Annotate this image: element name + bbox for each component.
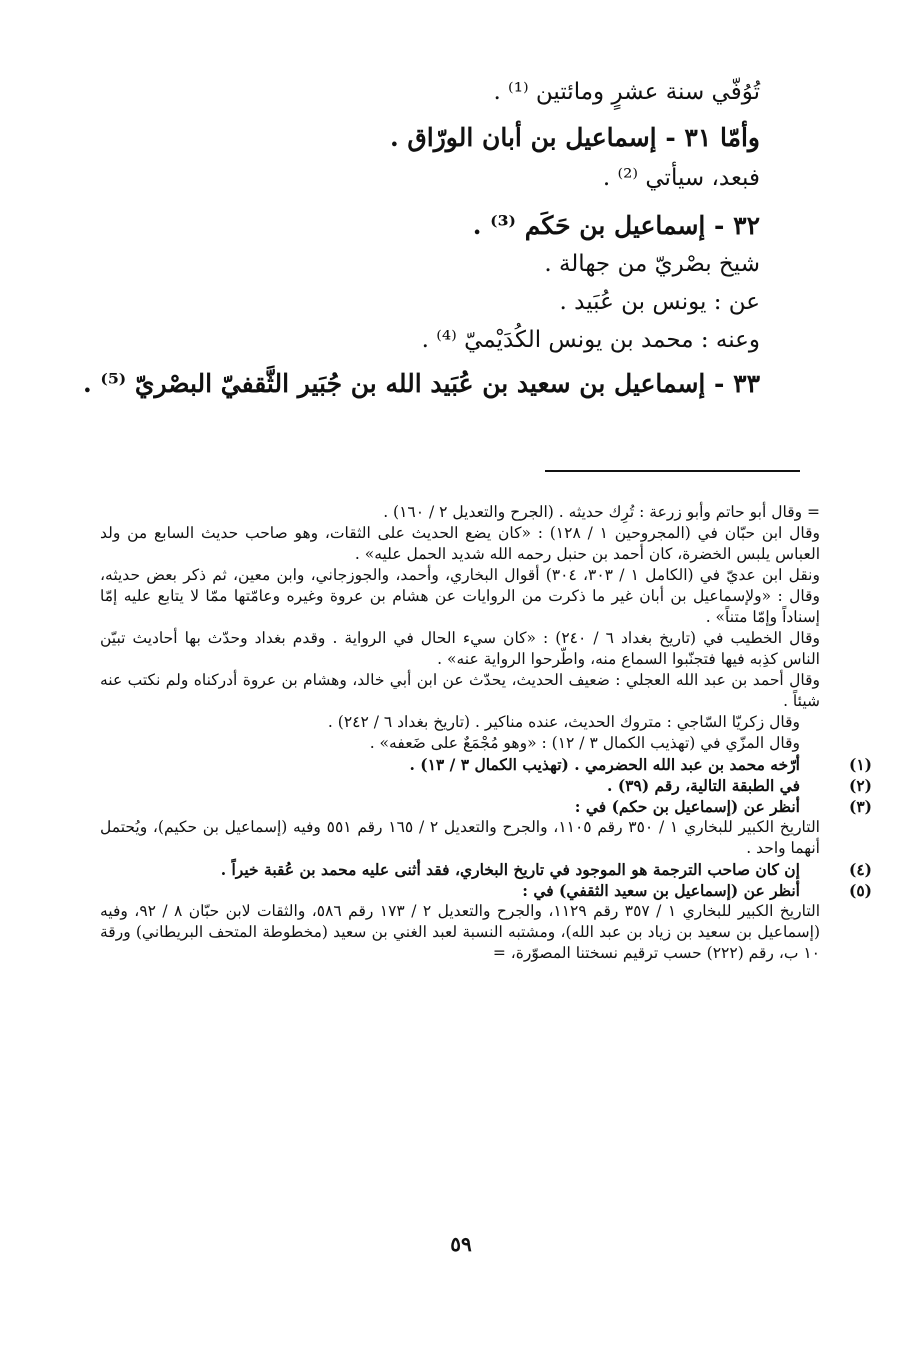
footnote-continued: وقال الخطيب في (تاريخ بغداد ٦ / ٢٤٠) : «كان سيء الحال في الرواية . وقدم بغداد وحدّث بها أحاديث تبيّن الناس كذِبه فيها فتجنّبوا السماع منه، واطّرحوا الرواية عنه» . xyxy=(100,629,821,668)
main-line: وعنه : محمد بن يونس الكُدَيْميّ ⁽⁴⁾ . xyxy=(421,327,760,353)
entry-heading-31: وأمّا ٣١ - إسماعيل بن أبان الورّاق . xyxy=(389,123,760,152)
footnote-4 xyxy=(100,859,872,880)
footnote-number: (٣) xyxy=(848,797,872,816)
footnote-text: أنظر عن (إسماعيل بن سعيد الثقفي) في : xyxy=(522,881,800,900)
footnote-text: في الطبقة التالية، رقم (٣٩) . xyxy=(607,776,800,795)
footnote-3 xyxy=(100,796,872,817)
main-line: شيخ بصْريّ من جهالة . xyxy=(544,251,760,277)
main-text xyxy=(82,78,760,398)
footnotes xyxy=(100,502,872,964)
footnote-5 xyxy=(100,880,872,901)
entry-heading-33: ٣٣ - إسماعيل بن سعيد بن عُبَيد الله بن جُبَير الثَّقفيّ البصْريّ ⁽⁵⁾ . xyxy=(82,369,760,398)
footnote-continued: ونقل ابن عديّ في (الكامل ١ / ٣٠٣، ٣٠٤) أقوال البخاري، وأحمد، والجوزجاني، وابن معين، ثم ذكر بعض حديثه، وقال : «ولإسماعيل بن أبان غير ما ذكرت من الروايات عن هشام بن عروة وغيره وعامّتها ممّا لا يتابع عليه إمّا إسناداً وإمّا متناً» . xyxy=(100,566,820,626)
footnote-2 xyxy=(100,775,872,796)
main-line: تُوُفّي سنة عشرٍ ومائتين ⁽¹⁾ . xyxy=(493,79,760,105)
footnote-3-body: التاريخ الكبير للبخاري ١ / ٣٥٠ رقم ١١٠٥، والجرح والتعديل ٢ / ١٦٥ رقم ٥٥١ وفيه (إسماعيل بن حكيم)، ويُحتمل أنهما واحد . xyxy=(100,818,820,857)
footnote-number: (٢) xyxy=(848,776,872,795)
footnote-continued: = وقال أبو حاتم وأبو زرعة : تُرِك حديثه . (الجرح والتعديل ٢ / ١٦٠) . xyxy=(383,503,820,521)
footnote-number: (١) xyxy=(848,755,872,774)
footnote-1 xyxy=(100,754,872,775)
footnote-text: أنظر عن (إسماعيل بن حكم) في : xyxy=(574,797,800,816)
footnote-divider xyxy=(545,470,800,472)
main-line: عن : يونس بن عُبَيد . xyxy=(559,289,760,315)
page-number: ٥٩ xyxy=(450,1232,472,1256)
footnote-number: (٥) xyxy=(848,881,872,900)
entry-heading-32: ٣٢ - إسماعيل بن حَكَم ⁽³⁾ . xyxy=(472,211,760,240)
footnote-continued: وقال المزّي في (تهذيب الكمال ٣ / ١٢) : «وهو مُجْمَعٌ على ضَعفه» . xyxy=(369,734,800,752)
footnote-continued: وقال ابن حبّان في (المجروحين ١ / ١٢٨) : «كان يضع الحديث على الثقات، وهو صاحب حديث السابع من ولد العباس يلبس الخضرة، كان أحمد بن حنبل رحمه الله شديد الحمل عليه» . xyxy=(100,524,821,563)
footnote-5-body: التاريخ الكبير للبخاري ١ / ٣٥٧ رقم ١١٢٩، والجرح والتعديل ٢ / ١٧٣ رقم ٥٨٦، والثقات لابن حبّان ٨ / ٩٢، وفيه (إسماعيل بن سعيد بن زياد بن عبد الله)، ومشتبه النسبة لعبد الغني بن سعيد (مخطوطة المتحف البريطاني) ورقة ١٠ ب، رقم (٢٢٢) حسب ترقيم نسختنا المصوّرة، = xyxy=(100,902,821,962)
footnote-text: إن كان صاحب الترجمة هو الموجود في تاريخ البخاري، فقد أثنى عليه محمد بن عُقبة خيراً . xyxy=(220,860,800,879)
footnote-continued: وقال زكريّا السّاجي : متروك الحديث، عنده مناكير . (تاريخ بغداد ٦ / ٢٤٢) . xyxy=(327,713,800,731)
main-line: فبعد، سيأتي ⁽²⁾ . xyxy=(602,165,760,191)
footnote-text: أرّخه محمد بن عبد الله الحضرمي . (تهذيب الكمال ٣ / ١٣) . xyxy=(409,755,800,774)
footnote-continued: وقال أحمد بن عبد الله العجلي : ضعيف الحديث، يحدّث عن ابن أبي خالد، وهشام بن عروة أدركناه ولم نكتب عنه شيئاً . xyxy=(100,671,820,710)
footnote-number: (٤) xyxy=(848,860,872,879)
